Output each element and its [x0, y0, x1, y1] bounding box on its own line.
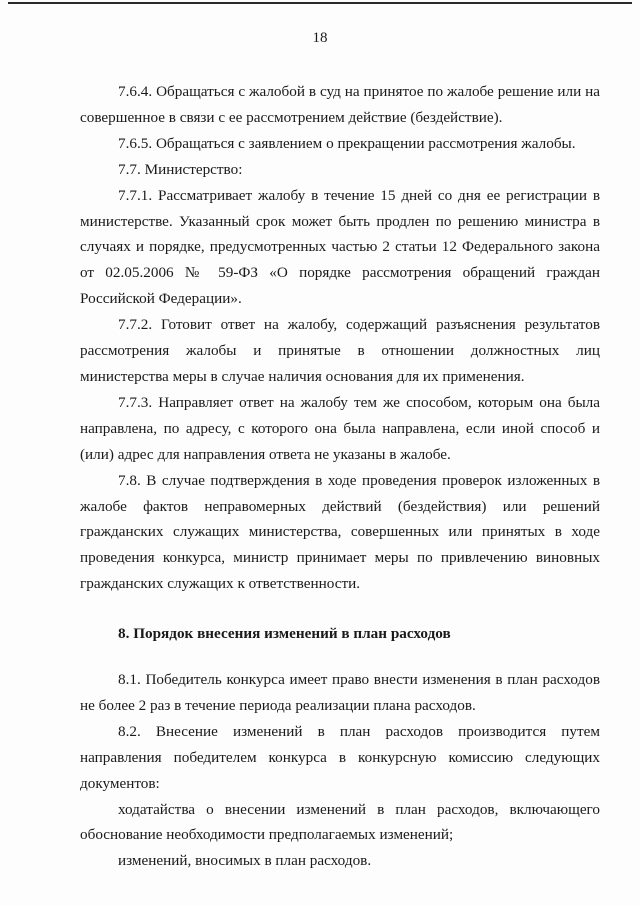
paragraph-7-8: 7.8. В случае подтверждения в ходе проведения проверок изложенных в жалобе фактов неправомерных действий (бездействия) или решений гражданских служащих министерства, совершенных или принятых в ходе проведения конкурса, министр принимает меры по привлечению виновных гражданских служащих к ответственности. [80, 471, 600, 593]
top-border-line [8, 2, 632, 4]
list-item-petition: ходатайства о внесении изменений в план расходов, включающего обоснование необходимости предполагаемых изменений; [80, 800, 600, 844]
document-body [80, 79, 600, 874]
page-number: 18 [312, 30, 328, 46]
list-item-changes: изменений, вносимых в план расходов. [118, 852, 372, 870]
paragraph-7-6-4: 7.6.4. Обращаться с жалобой в суд на принятое по жалобе решение или на совершенное в связи с ее рассмотрением действие (бездействие). [80, 83, 600, 126]
paragraph-7-7-3: 7.7.3. Направляет ответ на жалобу тем же способом, которым она была направлена, по адресу, с которого она была направлена, если иной способ и (или) адрес для направления ответа не указаны в жалобе. [80, 393, 600, 463]
paragraph-7-7: 7.7. Министерство: [118, 160, 243, 178]
paragraph-7-6-5: 7.6.5. Обращаться с заявлением о прекращении рассмотрения жалобы. [118, 134, 576, 152]
paragraph-8-1: 8.1. Победитель конкурса имеет право внести изменения в план расходов не более 2 раз в течение периода реализации плана расходов. [80, 671, 600, 714]
paragraph-7-7-2: 7.7.2. Готовит ответ на жалобу, содержащий разъяснения результатов рассмотрения жалобы и принятые в отношении должностных лиц министерства меры в случае наличия основания для их применения. [80, 316, 600, 385]
paragraph-8-2: 8.2. Внесение изменений в план расходов производится путем направления победителем конкурса в конкурсную комиссию следующих документов: [80, 722, 600, 792]
paragraph-7-7-1: 7.7.1. Рассматривает жалобу в течение 15 дней со дня ее регистрации в министерстве. Указанный срок может быть продлен по решению министра в случаях и порядке, предусмотренных частью 2 статьи 12 Федерального закона от 02.05.2006 № 59-ФЗ «О порядке рассмотрения обращений граждан Российской Федерации». [80, 186, 600, 308]
section-heading-8: 8. Порядок внесения изменений в план расходов [118, 625, 451, 643]
